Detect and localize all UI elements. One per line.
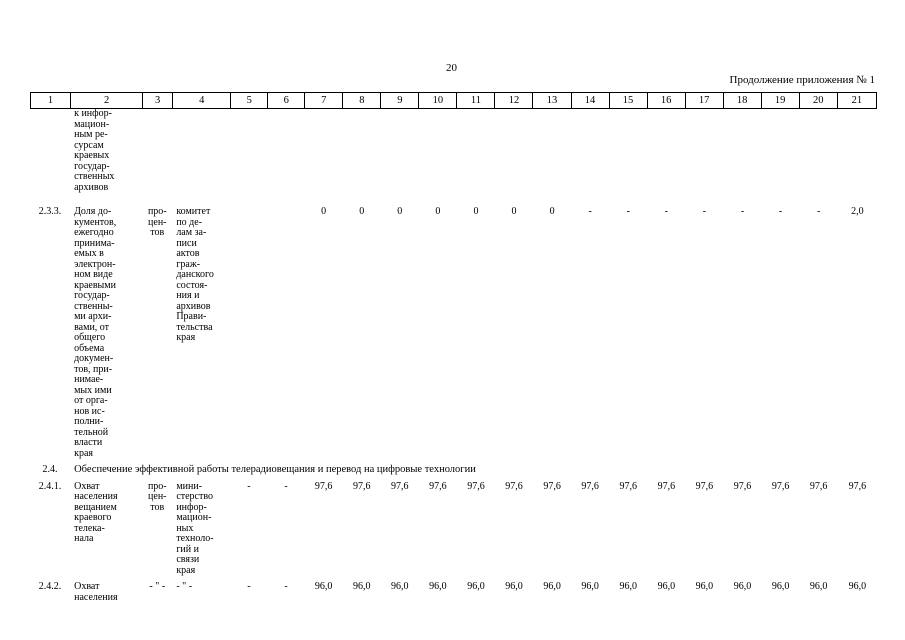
- value-cell: 97,6: [429, 480, 447, 492]
- indicator-name: Охват населения вещанием краевого телека- нала: [74, 480, 118, 544]
- indicator-table: [30, 109, 877, 603]
- value-cell: [230, 193, 267, 459]
- value-cell: 97,6: [314, 480, 333, 492]
- value-cell: [647, 109, 685, 193]
- value-cell: [762, 109, 800, 193]
- page-number: 20: [446, 62, 457, 74]
- unit-of-measure: про- цен- тов: [147, 480, 167, 513]
- value-cell: -: [588, 206, 592, 217]
- value-cell: 0: [321, 206, 327, 217]
- value-cell: [571, 109, 609, 193]
- responsible-executor: комитет по де- лам за- писи актов граж- данского состоя- ния и архивов Прави- тельства края: [176, 206, 214, 343]
- value-cell: -: [778, 206, 783, 217]
- value-cell: 97,6: [771, 480, 790, 492]
- value-cell: 96,0: [505, 581, 523, 592]
- header-cell: 18: [723, 93, 761, 109]
- value-cell: 96,0: [809, 581, 828, 592]
- section-number: 2.4.: [42, 464, 58, 475]
- row-number: 2.3.3.: [38, 206, 62, 217]
- value-cell: 96,0: [733, 581, 752, 592]
- value-cell: 0: [549, 206, 555, 217]
- indicator-name: Доля до- кументов, ежегодно принима- емых в электрон- ном виде краевыми государ- ственны- ми архи- вами, от общего объема докумен- тов, при- нимае- мых ими от орга- нов ис- полни- тельной власти края: [74, 206, 117, 459]
- value-cell: 97,6: [848, 480, 867, 492]
- header-cell: 14: [571, 93, 609, 109]
- value-cell: 97,6: [505, 480, 523, 492]
- value-cell: [305, 109, 343, 193]
- header-cell: 19: [761, 93, 799, 109]
- header-cell: 9: [381, 93, 419, 109]
- value-cell: 0: [397, 206, 403, 217]
- value-cell: 96,0: [657, 581, 676, 592]
- header-cell: 12: [495, 93, 533, 109]
- value-cell: 2,0: [851, 206, 864, 217]
- table-row: [30, 109, 877, 193]
- table-row: [30, 193, 877, 459]
- value-cell: [419, 109, 457, 193]
- value-cell: 0: [511, 206, 517, 217]
- value-cell: -: [740, 206, 745, 217]
- value-cell: 97,6: [543, 480, 561, 492]
- header-cell: 16: [647, 93, 685, 109]
- responsible-executor: - " -: [176, 581, 193, 592]
- value-cell: -: [284, 581, 288, 592]
- value-cell: 96,0: [695, 581, 714, 592]
- header-cell: 21: [837, 93, 876, 109]
- indicator-name: к инфор- мацион- ным ре- сурсам краевых государ- ственных архивов: [74, 108, 115, 193]
- header-row: [31, 93, 877, 109]
- row-number: 2.4.1.: [38, 480, 62, 492]
- value-cell: -: [816, 206, 821, 217]
- value-cell: -: [284, 480, 288, 492]
- responsible-executor: мини- стерство инфор- мацион- ных техноло- гий и связи края: [176, 480, 214, 576]
- header-cell: 3: [143, 93, 173, 109]
- row-number: 2.4.2.: [38, 581, 62, 592]
- value-cell: 97,6: [695, 480, 714, 492]
- header-cell: 10: [419, 93, 457, 109]
- header-cell: 15: [609, 93, 647, 109]
- value-cell: -: [247, 581, 251, 592]
- value-cell: 0: [473, 206, 479, 217]
- header-cell: 7: [305, 93, 343, 109]
- value-cell: 96,0: [848, 581, 867, 592]
- value-cell: 0: [359, 206, 365, 217]
- value-cell: 97,6: [352, 480, 371, 492]
- header-cell: 13: [533, 93, 571, 109]
- unit-of-measure: - " -: [149, 581, 166, 592]
- unit-of-measure: [142, 109, 172, 193]
- unit-of-measure: про- цен- тов: [147, 206, 167, 238]
- value-cell: 96,0: [543, 581, 561, 592]
- header-cell: 6: [268, 93, 305, 109]
- header-cell: 11: [457, 93, 495, 109]
- value-cell: 97,6: [467, 480, 485, 492]
- header-cell: 1: [31, 93, 71, 109]
- row-number: [30, 109, 70, 193]
- column-number-header: [30, 92, 877, 109]
- indicator-name: Охват населения: [74, 581, 118, 603]
- header-cell: 17: [685, 93, 723, 109]
- value-cell: 96,0: [314, 581, 333, 592]
- table-row: [30, 576, 877, 603]
- value-cell: 97,6: [581, 480, 599, 492]
- value-cell: [381, 109, 419, 193]
- value-cell: [838, 109, 877, 193]
- value-cell: 96,0: [581, 581, 599, 592]
- value-cell: [343, 109, 381, 193]
- section-row: [30, 459, 877, 476]
- value-cell: [268, 109, 305, 193]
- value-cell: [723, 109, 761, 193]
- value-cell: -: [702, 206, 707, 217]
- responsible-executor: [172, 109, 230, 193]
- value-cell: -: [664, 206, 668, 217]
- value-cell: 97,6: [809, 480, 828, 492]
- header-cell: 5: [231, 93, 268, 109]
- value-cell: 96,0: [619, 581, 637, 592]
- header-cell: 20: [799, 93, 837, 109]
- value-cell: 97,6: [657, 480, 676, 492]
- header-cell: 8: [343, 93, 381, 109]
- value-cell: [268, 193, 305, 459]
- value-cell: 96,0: [391, 581, 409, 592]
- value-cell: [230, 109, 267, 193]
- value-cell: -: [247, 480, 251, 492]
- header-cell: 4: [173, 93, 231, 109]
- value-cell: 0: [435, 206, 441, 217]
- value-cell: 96,0: [467, 581, 485, 592]
- section-title: Обеспечение эффективной работы телерадиовещания и перевод на цифровые технологии: [74, 464, 476, 475]
- value-cell: [800, 109, 838, 193]
- value-cell: -: [626, 206, 630, 217]
- value-cell: [457, 109, 495, 193]
- appendix-continuation-label: Продолжение приложения № 1: [729, 74, 875, 86]
- value-cell: [495, 109, 533, 193]
- value-cell: [609, 109, 647, 193]
- value-cell: 96,0: [771, 581, 790, 592]
- table-row: [30, 476, 877, 577]
- value-cell: [685, 109, 723, 193]
- value-cell: 96,0: [429, 581, 447, 592]
- header-cell: 2: [71, 93, 143, 109]
- value-cell: 96,0: [352, 581, 371, 592]
- value-cell: [533, 109, 571, 193]
- value-cell: 97,6: [733, 480, 752, 492]
- value-cell: 97,6: [619, 480, 637, 492]
- value-cell: 97,6: [391, 480, 409, 492]
